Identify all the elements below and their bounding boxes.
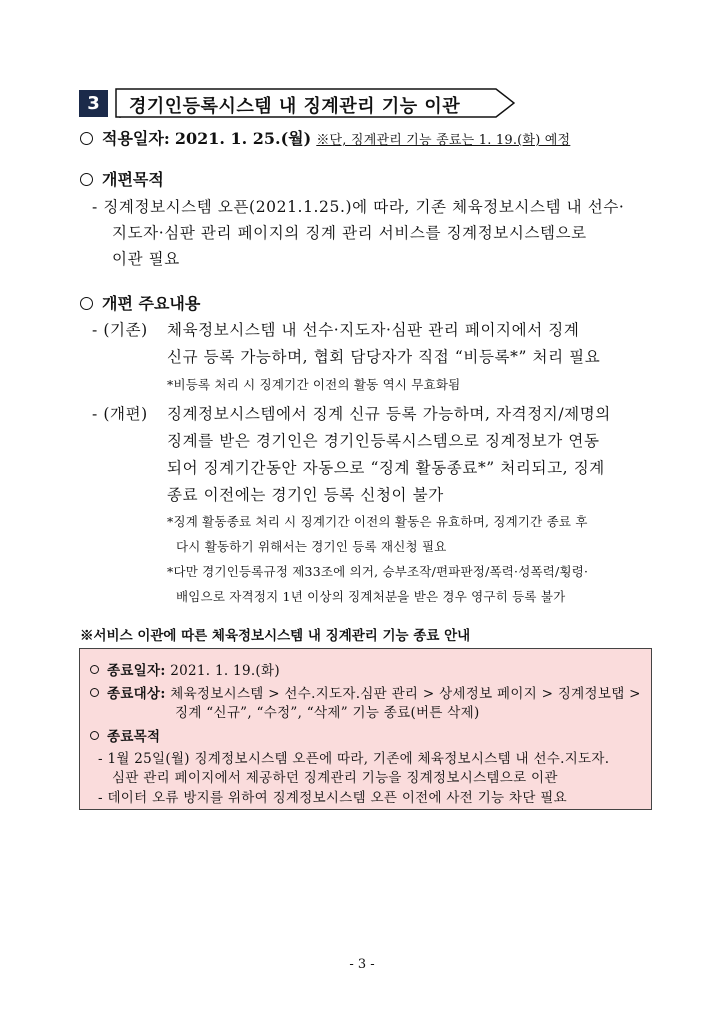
before-line-1: 체육정보시스템 내 선수·지도자·심판 관리 페이지에서 징계 <box>167 321 580 339</box>
purpose-line-3: 이관 필요 <box>112 250 180 268</box>
target-line-2: 징계 “신규”, “수정”, “삭제” 기능 종료(버튼 삭제) <box>175 705 480 721</box>
notice-target <box>90 682 641 702</box>
notice-purpose-line-1: - 1월 25일(월) 징계정보시스템 오픈에 따라, 기존에 체육정보시스템 내 선수.지도자. <box>98 751 610 767</box>
purpose-heading <box>80 167 164 190</box>
notice-purpose-line-2: 심판 관리 페이지에서 제공하던 징계관리 기능을 징계정보시스템으로 이관 <box>112 770 558 786</box>
circle-bullet-icon <box>90 688 99 697</box>
after-line-1: 징계정보시스템에서 징계 신규 등록 가능하며, 자격정지/제명의 <box>167 405 611 423</box>
notice-purpose-line-3: - 데이터 오류 방지를 위하여 징계정보시스템 오픈 이전에 사전 기능 차단 필요 <box>98 790 567 806</box>
apply-date-value: 2021. 1. 25.(월) <box>174 129 312 148</box>
after-line-2: 징계를 받은 경기인은 경기인등록시스템으로 징계정보가 연동 <box>167 432 600 450</box>
notice-purpose <box>90 725 160 745</box>
after-note-3: *다만 경기인등록규정 제33조에 의거, 승부조작/편파판정/폭력·성폭력/횡령· <box>167 564 589 579</box>
apply-date-label: 적용일자: <box>102 129 170 148</box>
end-date-label: 종료일자: <box>107 663 166 679</box>
after-note-4: 배임으로 자격정지 1년 이상의 징계처분을 받은 경우 영구히 등록 불가 <box>176 589 566 604</box>
section-title-box <box>115 88 515 118</box>
after-note-1: *징계 활동종료 처리 시 징계기간 이전의 활동은 유효하며, 징계기간 종료 후 <box>167 514 588 529</box>
circle-bullet-icon <box>80 173 93 186</box>
notice-end-date <box>90 659 280 679</box>
purpose-line-2: 지도자·심판 관리 페이지의 징계 관리 서비스를 징계정보시스템으로 <box>112 224 587 242</box>
before-note: *비등록 처리 시 징계기간 이전의 활동 역시 무효화됨 <box>167 377 461 392</box>
main-heading <box>80 291 200 314</box>
before-line-2: 신규 등록 가능하며, 협회 담당자가 직접 “비등록*” 처리 필요 <box>167 348 601 366</box>
target-line-1: 체육정보시스템 > 선수.지도자.심판 관리 > 상세정보 페이지 > 징계정보탭 > <box>170 686 641 702</box>
after-prefix: - (개편) <box>92 405 148 423</box>
after-line-4: 종료 이전에는 경기인 등록 신청이 불가 <box>167 486 444 504</box>
circle-bullet-icon <box>80 132 93 145</box>
end-date-value: 2021. 1. 19.(화) <box>170 663 280 679</box>
purpose-line-1: - 징계정보시스템 오픈(2021.1.25.)에 따라, 기존 체육정보시스템 내 선수· <box>92 198 625 216</box>
section-number: 3 <box>79 90 108 117</box>
notice-purpose-label: 종료목적 <box>107 729 161 745</box>
after-line-3: 되어 징계기간동안 자동으로 “징계 활동종료*” 처리되고, 징계 <box>167 459 605 477</box>
after-note-2: 다시 활동하기 위해서는 경기인 등록 재신청 필요 <box>176 539 447 554</box>
circle-bullet-icon <box>90 665 99 674</box>
circle-bullet-icon <box>80 297 93 310</box>
apply-date-note: ※단, 징계관리 기능 종료는 1. 19.(화) 예정 <box>316 133 571 148</box>
notice-heading: ※서비스 이관에 따른 체육정보시스템 내 징계관리 기능 종료 안내 <box>80 628 471 644</box>
circle-bullet-icon <box>90 731 99 740</box>
apply-date-line <box>80 126 570 149</box>
main-heading-text: 개편 주요내용 <box>102 294 201 313</box>
purpose-heading-text: 개편목적 <box>102 170 164 189</box>
notice-box <box>79 648 652 810</box>
section-title: 경기인등록시스템 내 징계관리 기능 이관 <box>129 96 461 117</box>
target-label: 종료대상: <box>107 686 166 702</box>
page-number: - 3 - <box>349 957 375 972</box>
before-prefix: - (기존) <box>92 321 148 339</box>
